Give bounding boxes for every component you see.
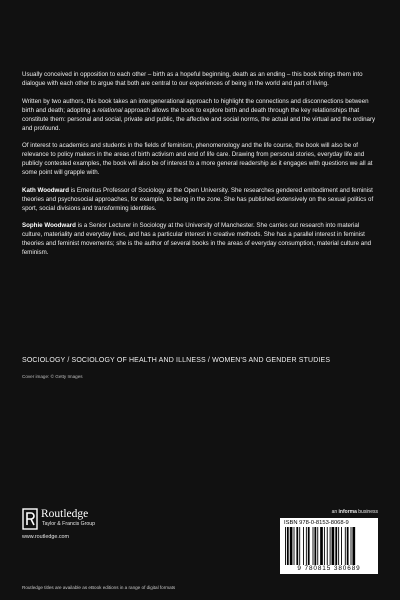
barcode-bar <box>351 527 352 565</box>
subject-categories: SOCIOLOGY / SOCIOLOGY OF HEALTH AND ILLNESS / WOMEN'S AND GENDER STUDIES <box>22 357 331 364</box>
author-name-sophie: Sophie Woodward <box>22 222 76 230</box>
barcode-bar <box>306 527 307 565</box>
informa-prefix: an <box>331 509 339 515</box>
barcode-bars-icon <box>284 527 374 565</box>
informa-suffix: business <box>356 509 378 515</box>
ebook-note: Routledge titles are available as eBook editions in a range of digital formats <box>22 585 176 590</box>
cover-image-credit: Cover image: © Getty Images <box>22 374 83 379</box>
publisher-url: www.routledge.com <box>22 534 70 540</box>
blurb-paragraph-3: Of interest to academics and students in the fields of feminism, phenomenology and the life course, the book will also be of relevance to policy makers in the areas of birth activism and end of life care. Drawing from personal stories, everyday life and publicly contested examples, the book will also be of interest to a more general readership as it engages with questions we all at some point will grapple with. <box>22 142 373 177</box>
barcode-bar <box>320 527 323 565</box>
publisher-brand <box>22 506 142 566</box>
author-bio-kath <box>22 186 380 213</box>
author-text-sophie: is a Senior Lecturer in Sociology at the University of Manchester. She carries out research into material culture, materiality and everyday lives, and has a particular interest in creative methods. She has a parallel interest in feminist theories and feminist movements; she is the author of several books in the areas of everyday consumption, material culture and feminism. <box>22 222 372 257</box>
barcode-bar <box>285 527 286 565</box>
publisher-group: Taylor & Francis Group <box>42 521 96 527</box>
author-bio-sophie <box>22 221 380 257</box>
informa-business-tag <box>332 509 378 515</box>
blurb-paragraph-2-emphasis: relational <box>97 106 123 114</box>
barcode-bar <box>324 527 325 565</box>
barcode-bar <box>287 527 289 565</box>
barcode-bar <box>308 527 310 565</box>
barcode-bar <box>345 527 346 565</box>
barcode-bar <box>341 527 342 565</box>
isbn-barcode <box>280 518 378 574</box>
blurb-paragraph-1: Usually conceived in opposition to each other – birth as a hopeful beginning, death as an ending – this book brings them into dialogue with each other to argue that both are central to our experiences of being in the world and part of living. <box>22 71 363 87</box>
isbn-label: ISBN 978-0-8153-8068-9 <box>284 520 349 526</box>
blurb-paragraph-2-start: Written by two authors, this book takes an intergenerational approach to highlight the connections and disconnections between birth and death; adopting a <box>22 97 369 114</box>
barcode-bar <box>314 527 316 565</box>
barcode-bar <box>313 527 314 565</box>
barcode-bar <box>290 527 293 565</box>
barcode-bar <box>299 527 300 565</box>
author-text-kath: is Emeritus Professor of Sociology at the Open University. She researches gendered embodiment and feminist theories and psychosocial approaches, for example, to being in the zone. She has published extensively on the sexual politics of sport, social divisions and transforming identities. <box>22 186 374 212</box>
barcode-bar <box>294 527 295 565</box>
barcode-bar <box>338 527 339 565</box>
barcode-bar <box>296 527 298 565</box>
barcode-bar <box>335 527 337 565</box>
barcode-digits: 9 780815 380689 <box>297 565 361 572</box>
barcode-bar <box>303 527 304 565</box>
blurb <box>22 70 380 266</box>
barcode-bar <box>347 527 349 565</box>
barcode-bar <box>317 527 318 565</box>
blurb-paragraph-2 <box>22 97 380 133</box>
publisher-name: Routledge <box>41 508 89 520</box>
barcode-bar <box>327 527 328 565</box>
author-name-kath: Kath Woodward <box>22 186 69 194</box>
barcode-bar <box>332 527 335 565</box>
blurb-paragraph-2-end: approach allows the book to explore birth and death through the key relationships that constitute them: personal and social, private and public, the affective and social norms, the actual and the virtual and the ordinary and profound. <box>22 106 376 132</box>
barcode-bar <box>330 527 331 565</box>
barcode-bar <box>352 527 355 565</box>
routledge-logo-icon <box>22 508 38 530</box>
informa-bold: informa <box>338 509 357 515</box>
